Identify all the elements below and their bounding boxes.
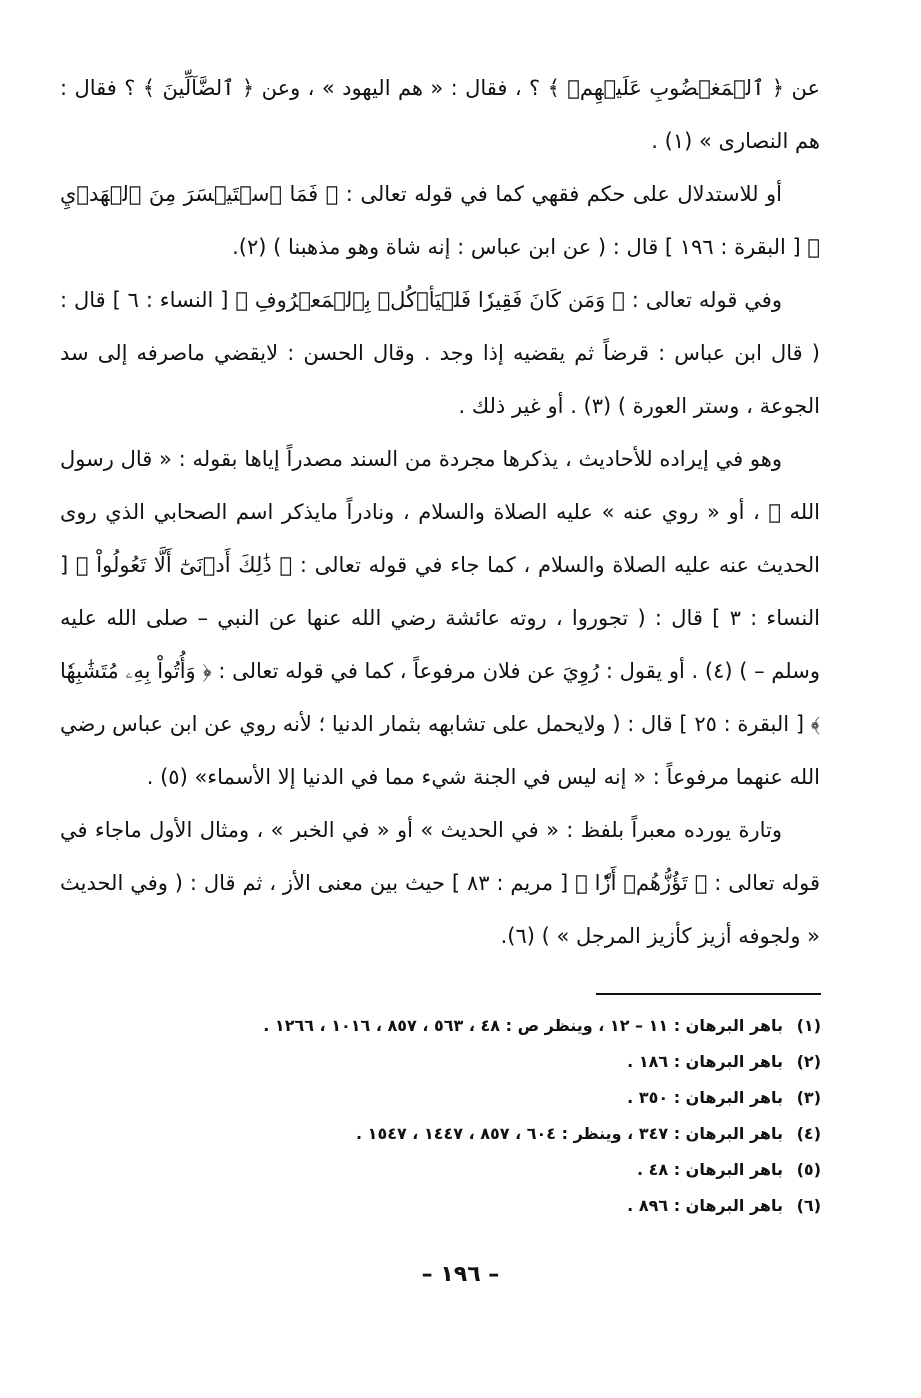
footnote-item xyxy=(181,1188,821,1224)
footnote-item xyxy=(181,1080,821,1116)
footnote-number: (٣) xyxy=(796,1088,821,1107)
body-paragraph-4: وهو في إيراده للأحاديث ، يذكرها مجردة من السند مصدراً إياها بقوله : « قال رسول الله ﷺ ، أو « روي عنه » عليه الصلاة والسلام ، ونادراً مايذكر اسم الصحابي الذي روى الحديث عنه عليه الصلاة والسلام ، كما جاء في قوله تعالى : ﴿ ذَٰلِكَ أَدۡنَىٰٓ أَلَّا تَعُولُواْ ﴾ [ النساء : ٣ ] قال : ( تجوروا ، روته عائشة رضي الله عنها عن النبي – صلى الله عليه وسلم – ) (٤) . أو يقول : رُوِيَ عن فلان مرفوعاً ، كما في قوله تعالى : ﴿ وَأُتُواْ بِهِۦ مُتَشَٰبِهٗا ﴾ [ البقرة : ٢٥ ] قال : ( ولايحمل على تشابهه بثمار الدنيا ؛ لأنه روي عن ابن عباس رضي الله عنهما مرفوعاً : « إنه ليس في الجنة شيء مما في الدنيا إلا الأسماء» (٥) . xyxy=(60,447,821,789)
body-paragraph-5: وتارة يورده معبراً بلفظ : « في الحديث » أو « في الخبر » ، ومثال الأول ماجاء في قوله تعالى : ﴿ تَؤُزُّهُمۡ أَزّٗا ﴾ [ مريم : ٨٣ ] حيث بين معنى الأز ، ثم قال : ( وفي الحديث « ولجوفه أزيز كأزيز المرجل » ) (٦). xyxy=(60,818,820,948)
footnote-text: باهر البرهان : ٨٩٦ . xyxy=(627,1196,784,1215)
page-body xyxy=(60,62,820,963)
body-paragraph-3: وفي قوله تعالى : ﴿ وَمَن كَانَ فَقِيرٗا فَلۡيَأۡكُلۡ بِٱلۡمَعۡرُوفِ ﴾ [ النساء : ٦ ] قال : ( قال ابن عباس : قرضاً ثم يقضيه إذا وجد . وقال الحسن : لايقضي ماصرفه إلى سد الجوعة ، وستر العورة ) (٣) . أو غير ذلك . xyxy=(60,288,820,418)
body-paragraph-2: أو للاستدلال على حكم فقهي كما في قوله تعالى : ﴿ فَمَا ٱسۡتَيۡسَرَ مِنَ ٱلۡهَدۡيِ ﴾ [ البقرة : ١٩٦ ] قال : ( عن ابن عباس : إنه شاة وهو مذهبنا ) (٢). xyxy=(60,182,820,259)
footnote-number: (١) xyxy=(796,1016,821,1035)
footnotes-list xyxy=(181,1008,821,1224)
footnote-text: باهر البرهان : ٣٤٧ ، وينظر : ٦٠٤ ، ٨٥٧ ، ١٤٤٧ ، ١٥٤٧ . xyxy=(356,1124,784,1143)
footnote-separator xyxy=(596,993,821,995)
footnote-number: (٤) xyxy=(796,1124,821,1143)
footnote-item xyxy=(181,1116,821,1152)
footnote-text: باهر البرهان : ٣٥٠ . xyxy=(627,1088,784,1107)
footnote-number: (٥) xyxy=(796,1160,821,1179)
footnote-text: باهر البرهان : ١١ – ١٢ ، وينظر ص : ٤٨ ، ٥٦٣ ، ٨٥٧ ، ١٠١٦ ، ١٢٦٦ . xyxy=(263,1016,784,1035)
footnote-number: (٢) xyxy=(796,1052,821,1071)
body-paragraph-1: عن ﴿ ٱلۡمَغۡضُوبِ عَلَيۡهِمۡ ﴾ ؟ ، فقال : « هم اليهود » ، وعن ﴿ ٱلضَّآلِّينَ ﴾ ؟ فقال : هم النصارى » (١) . xyxy=(60,76,820,153)
footnote-item xyxy=(181,1008,821,1044)
footnote-text: باهر البرهان : ١٨٦ . xyxy=(627,1052,784,1071)
footnote-item xyxy=(181,1152,821,1188)
page-number: – ١٩٦ – xyxy=(421,1262,500,1287)
footnote-text: باهر البرهان : ٤٨ . xyxy=(636,1160,784,1179)
footnote-number: (٦) xyxy=(796,1196,821,1215)
footnote-item xyxy=(181,1044,821,1080)
